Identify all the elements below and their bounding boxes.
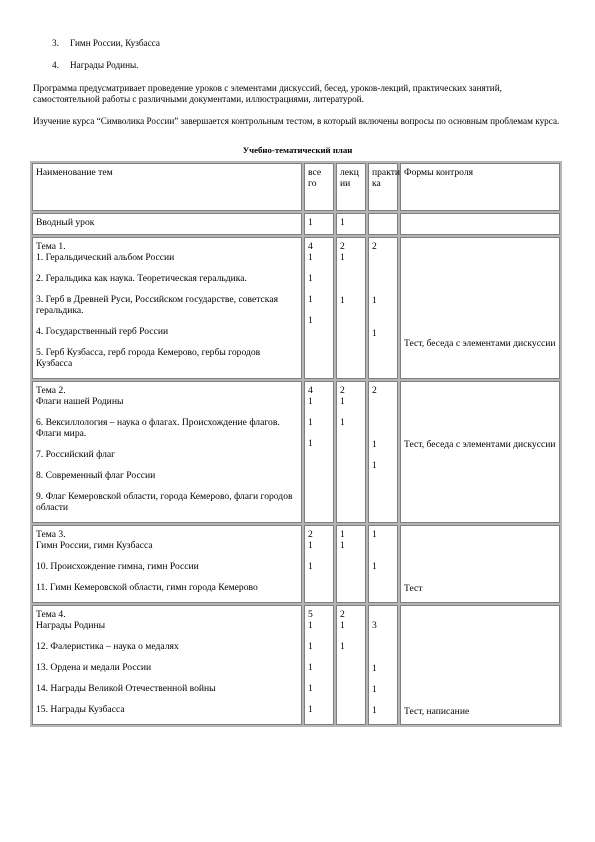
- spacer: [36, 572, 298, 582]
- cell-lectures: 1: [336, 213, 366, 235]
- cell-lectures: [336, 237, 366, 379]
- hours: 1: [308, 438, 313, 449]
- numbered-list: [52, 38, 160, 82]
- hours: 4: [308, 241, 313, 252]
- spacer: [36, 631, 298, 641]
- table-row: [32, 605, 560, 725]
- control-form: Тест, беседа с элементами дискуссии: [404, 338, 556, 349]
- cell-total: [304, 237, 334, 379]
- hours: 1: [308, 662, 313, 673]
- hours: 1: [340, 529, 345, 540]
- header-control: Формы контроля: [400, 163, 560, 211]
- hours: 2: [308, 529, 313, 540]
- hours: 2: [372, 385, 377, 396]
- header-total: все го: [304, 163, 334, 211]
- cell-practice: [368, 237, 398, 379]
- control-form: Тест: [404, 583, 423, 594]
- spacer: [340, 407, 362, 417]
- hours: 1: [308, 540, 313, 551]
- cell-theme: Вводный урок: [32, 213, 302, 235]
- lesson-item: 13. Ордена и медали России: [36, 662, 152, 673]
- table-caption: Учебно-тематический план: [242, 145, 353, 155]
- hours: 1: [372, 561, 377, 572]
- hours: 2: [340, 241, 345, 252]
- lesson-item: 9. Флаг Кемеровской области, города Кемерово, флаги городов области: [36, 491, 293, 513]
- spacer: [36, 263, 298, 273]
- lesson-item: 12. Фалеристика – наука о медалях: [36, 641, 179, 652]
- spacer: [372, 396, 394, 439]
- cell-control: [400, 381, 560, 523]
- cell-theme: [32, 605, 302, 725]
- topic-subtitle: Гимн России, гимн Кузбасса: [36, 540, 153, 551]
- spacer: [372, 450, 394, 460]
- hours: 1: [308, 561, 313, 572]
- list-item: [52, 38, 160, 60]
- lesson-item: 6. Вексиллология – наука о флагах. Происхождение флагов. Флаги мира.: [36, 417, 280, 439]
- list-number: 4.: [52, 60, 59, 70]
- cell-lectures: [336, 381, 366, 523]
- spacer: [36, 513, 298, 519]
- hours: 1: [372, 460, 377, 471]
- spacer: [308, 694, 330, 704]
- spacer: [36, 439, 298, 449]
- spacer: [36, 652, 298, 662]
- hours: 1: [372, 705, 377, 716]
- spacer: [36, 337, 298, 347]
- spacer: [372, 674, 394, 684]
- spacer: [308, 652, 330, 662]
- lesson-item: 3. Герб в Древней Руси, Российском государстве, советская геральдика.: [36, 294, 278, 316]
- spacer: [372, 252, 394, 295]
- list-item: [52, 60, 160, 82]
- spacer: [340, 631, 362, 641]
- cell-control: [400, 213, 560, 235]
- hours: 1: [372, 328, 377, 339]
- spacer: [404, 529, 556, 583]
- lesson-item: 15. Награды Кузбасса: [36, 704, 125, 715]
- spacer: [308, 263, 330, 273]
- header-lectures: лекц ии: [336, 163, 366, 211]
- cell-control: [400, 605, 560, 725]
- lesson-item: 11. Гимн Кемеровской области, гимн города Кемерово: [36, 582, 258, 593]
- hours: 1: [372, 529, 377, 540]
- spacer: [36, 593, 298, 599]
- spacer: [36, 460, 298, 470]
- hours: 1: [308, 641, 313, 652]
- spacer: [308, 284, 330, 294]
- header-theme: Наименование тем: [32, 163, 302, 211]
- hours: 1: [308, 396, 313, 407]
- list-text: Гимн России, Кузбасса: [70, 38, 160, 48]
- cell-control: [400, 525, 560, 603]
- curriculum-table: [30, 161, 562, 727]
- hours: 4: [308, 385, 313, 396]
- lesson-item: 5. Герб Кузбасса, герб города Кемерово, гербы городов Кузбасса: [36, 347, 261, 369]
- spacer: [308, 631, 330, 641]
- list-text: Награды Родины.: [70, 60, 139, 70]
- hours: 1: [340, 417, 345, 428]
- paragraph-methods: Программа предусматривает проведение уроков с элементами дискуссий, бесед, уроков-лекций, практических занятий, самостоятельной работы с различными документами, иллюстрациями, литературой.: [33, 83, 502, 104]
- lesson-item: 8. Современный флаг России: [36, 470, 156, 481]
- hours: 1: [340, 396, 345, 407]
- cell-practice: [368, 605, 398, 725]
- lesson-item: 14. Награды Великой Отечественной войны: [36, 683, 216, 694]
- hours: 1: [308, 704, 313, 715]
- header-practice: практи ка: [368, 163, 398, 211]
- hours: 1: [308, 273, 313, 284]
- spacer: [36, 715, 298, 721]
- spacer: [36, 481, 298, 491]
- lesson-item: 10. Происхождение гимна, гимн России: [36, 561, 199, 572]
- hours: 1: [308, 417, 313, 428]
- hours: 2: [340, 609, 345, 620]
- spacer: [340, 263, 362, 295]
- table-row: [32, 381, 560, 523]
- spacer: [308, 407, 330, 417]
- hours: 1: [372, 439, 377, 450]
- hours: 3: [372, 620, 377, 631]
- hours: 1: [372, 684, 377, 695]
- topic-title: Тема 1.: [36, 241, 66, 252]
- spacer: [308, 551, 330, 561]
- spacer: [36, 316, 298, 326]
- hours: 1: [340, 641, 345, 652]
- topic-title: Тема 3.: [36, 529, 66, 540]
- spacer: [36, 369, 298, 375]
- spacer: [36, 407, 298, 417]
- hours: 1: [308, 315, 313, 326]
- table-header-row: [32, 163, 560, 211]
- hours: 1: [340, 540, 345, 551]
- spacer: [404, 241, 556, 338]
- spacer: [308, 673, 330, 683]
- spacer: [404, 385, 556, 439]
- cell-theme: [32, 237, 302, 379]
- cell-lectures: [336, 605, 366, 725]
- paragraph-test: Изучение курса “Символика России” завершается контрольным тестом, в который включены вопросы по основным проблемам курса.: [33, 116, 560, 126]
- cell-practice: [368, 525, 398, 603]
- cell-practice: [368, 381, 398, 523]
- hours: 1: [308, 252, 313, 263]
- cell-theme: [32, 525, 302, 603]
- lesson-item: 7. Российский флаг: [36, 449, 116, 460]
- hours: 1: [308, 620, 313, 631]
- spacer: [372, 540, 394, 561]
- spacer: [36, 551, 298, 561]
- topic-subtitle: Флаги нашей Родины: [36, 396, 124, 407]
- lesson-item: 4. Государственный герб России: [36, 326, 169, 337]
- topic-title: Тема 4.: [36, 609, 66, 620]
- hours: 2: [340, 385, 345, 396]
- spacer: [36, 284, 298, 294]
- hours: 5: [308, 609, 313, 620]
- spacer: [372, 631, 394, 663]
- hours: 1: [340, 252, 345, 263]
- spacer: [36, 673, 298, 683]
- lesson-item: 2. Геральдика как наука. Теоретическая геральдика.: [36, 273, 247, 284]
- cell-total: 1: [304, 213, 334, 235]
- topic-subtitle: Награды Родины: [36, 620, 106, 631]
- table-row: [32, 237, 560, 379]
- hours: 1: [340, 295, 345, 306]
- list-number: 3.: [52, 38, 59, 48]
- cell-lectures: [336, 525, 366, 603]
- control-form: Тест, беседа с элементами дискуссии: [404, 439, 556, 450]
- topic-subtitle: 1. Геральдический альбом России: [36, 252, 175, 263]
- spacer: [404, 609, 556, 706]
- cell-total: [304, 605, 334, 725]
- cell-practice: [368, 213, 398, 235]
- spacer: [308, 428, 330, 438]
- table-row: [32, 525, 560, 603]
- cell-theme: [32, 381, 302, 523]
- spacer: [372, 609, 394, 620]
- cell-total: [304, 381, 334, 523]
- spacer: [308, 305, 330, 315]
- hours: 1: [372, 295, 377, 306]
- hours: 2: [372, 241, 377, 252]
- spacer: [372, 695, 394, 705]
- hours: 1: [308, 294, 313, 305]
- spacer: [36, 694, 298, 704]
- hours: 1: [372, 663, 377, 674]
- table-row: [32, 213, 560, 235]
- spacer: [372, 306, 394, 328]
- cell-total: [304, 525, 334, 603]
- control-form: Тест, написание: [404, 706, 470, 717]
- cell-control: [400, 237, 560, 379]
- hours: 1: [340, 620, 345, 631]
- topic-title: Тема 2.: [36, 385, 66, 396]
- hours: 1: [308, 683, 313, 694]
